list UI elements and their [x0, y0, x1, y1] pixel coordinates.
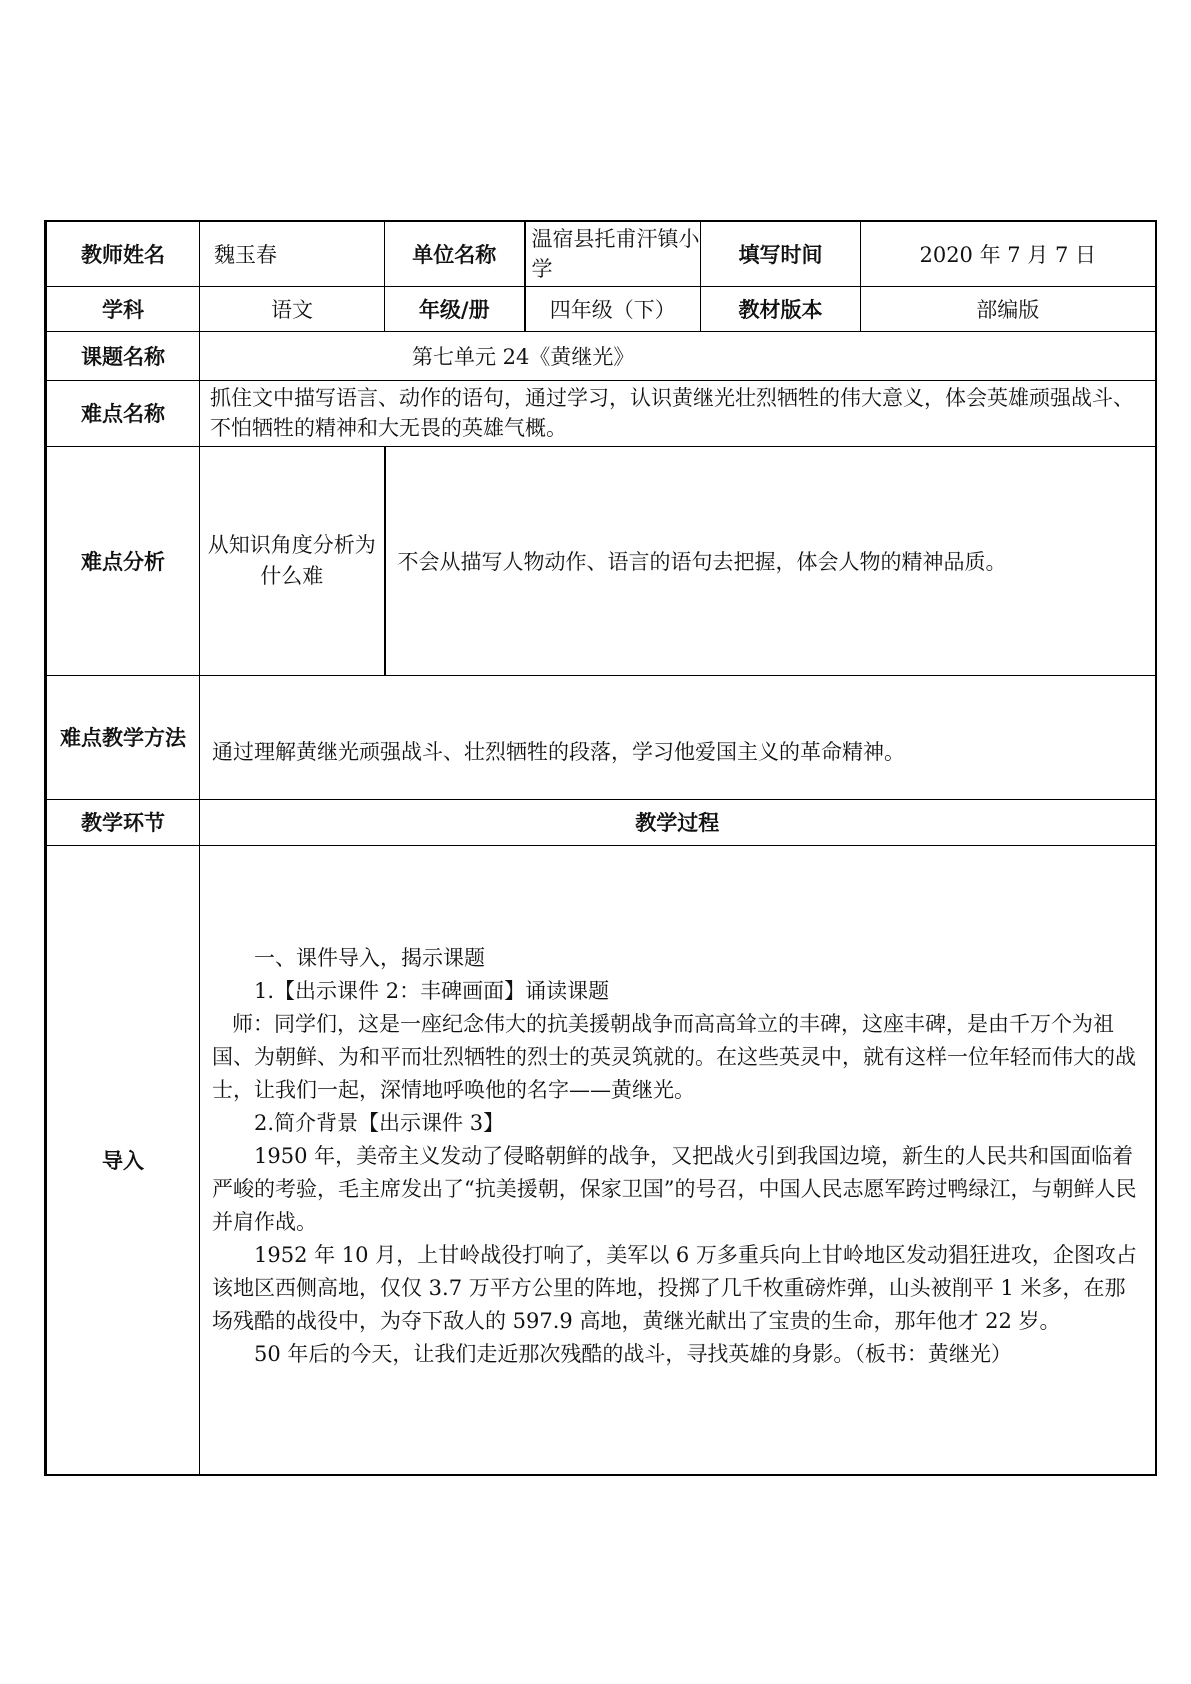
stage-column-header: 教学环节 [46, 799, 200, 845]
date-label: 填写时间 [701, 221, 861, 286]
process-line: 2.简介背景【出示课件 3】 [254, 1110, 505, 1135]
process-text [200, 846, 1155, 1371]
unit-value: 温宿县托甫汗镇小学 [525, 221, 701, 286]
difficulty-value: 抓住文中描写语言、动作的语句，通过学习，认识黄继光壮烈牺牲的伟大意义，体会英雄顽强战斗、不怕牺牲的精神和大无畏的英雄气概。 [200, 380, 1156, 446]
unit-label: 单位名称 [385, 221, 525, 286]
method-value: 通过理解黄继光顽强战斗、壮烈牺牲的段落，学习他爱国主义的革命精神。 [200, 675, 1156, 799]
teacher-value: 魏玉春 [200, 221, 385, 286]
process-line: 50 年后的今天，让我们走近那次残酷的战斗，寻找英雄的身影。（板书：黄继光） [254, 1341, 1012, 1366]
edition-label: 教材版本 [701, 286, 861, 331]
section-process-cell [200, 845, 1156, 1475]
analysis-question: 从知识角度分析为什么难 [200, 446, 385, 675]
subject-value: 语文 [200, 286, 385, 331]
section-stage-label: 导入 [46, 845, 200, 1475]
lesson-plan-table [44, 220, 1157, 1476]
process-line: 1.【出示课件 2：丰碑画面】诵读课题 [254, 978, 610, 1003]
date-value: 2020 年 7 月 7 日 [861, 221, 1156, 286]
topic-value: 第七单元 24《黄继光》 [200, 331, 1156, 380]
edition-value: 部编版 [861, 286, 1156, 331]
process-line: 1950 年，美帝主义发动了侵略朝鲜的战争，又把战火引到我国边境，新生的人民共和国面临着严峻的考验，毛主席发出了“抗美援朝，保家卫国”的号召，中国人民志愿军跨过鸭绿江，与朝鲜人民并肩作战。 [212, 1143, 1137, 1234]
teacher-label: 教师姓名 [46, 221, 200, 286]
subject-label: 学科 [46, 286, 200, 331]
grade-label: 年级/册 [385, 286, 525, 331]
analysis-label: 难点分析 [46, 446, 200, 675]
process-line: 1952 年 10 月，上甘岭战役打响了，美军以 6 万多重兵向上甘岭地区发动猖狂进攻，企图攻占该地区西侧高地，仅仅 3.7 万平方公里的阵地，投掷了几千枚重磅炸弹，山头被削平 1 米多，在那场残酷的战役中，为夺下敌人的 597.9 高地，黄继光献出了宝贵的生命，那年他才 22 岁。 [212, 1242, 1137, 1333]
topic-label: 课题名称 [46, 331, 200, 380]
process-line: 一、课件导入，揭示课题 [254, 945, 485, 970]
process-line: 师：同学们，这是一座纪念伟大的抗美援朝战争而高高耸立的丰碑，这座丰碑，是由千万个为祖国、为朝鲜、为和平而壮烈牺牲的烈士的英灵筑就的。在这些英灵中，就有这样一位年轻而伟大的战士，让我们一起，深情地呼唤他的名字——黄继光。 [212, 1011, 1136, 1102]
process-column-header: 教学过程 [200, 799, 1156, 845]
grade-value: 四年级（下） [525, 286, 701, 331]
method-label: 难点教学方法 [46, 675, 200, 799]
difficulty-label: 难点名称 [46, 380, 200, 446]
analysis-answer: 不会从描写人物动作、语言的语句去把握，体会人物的精神品质。 [385, 446, 1156, 675]
